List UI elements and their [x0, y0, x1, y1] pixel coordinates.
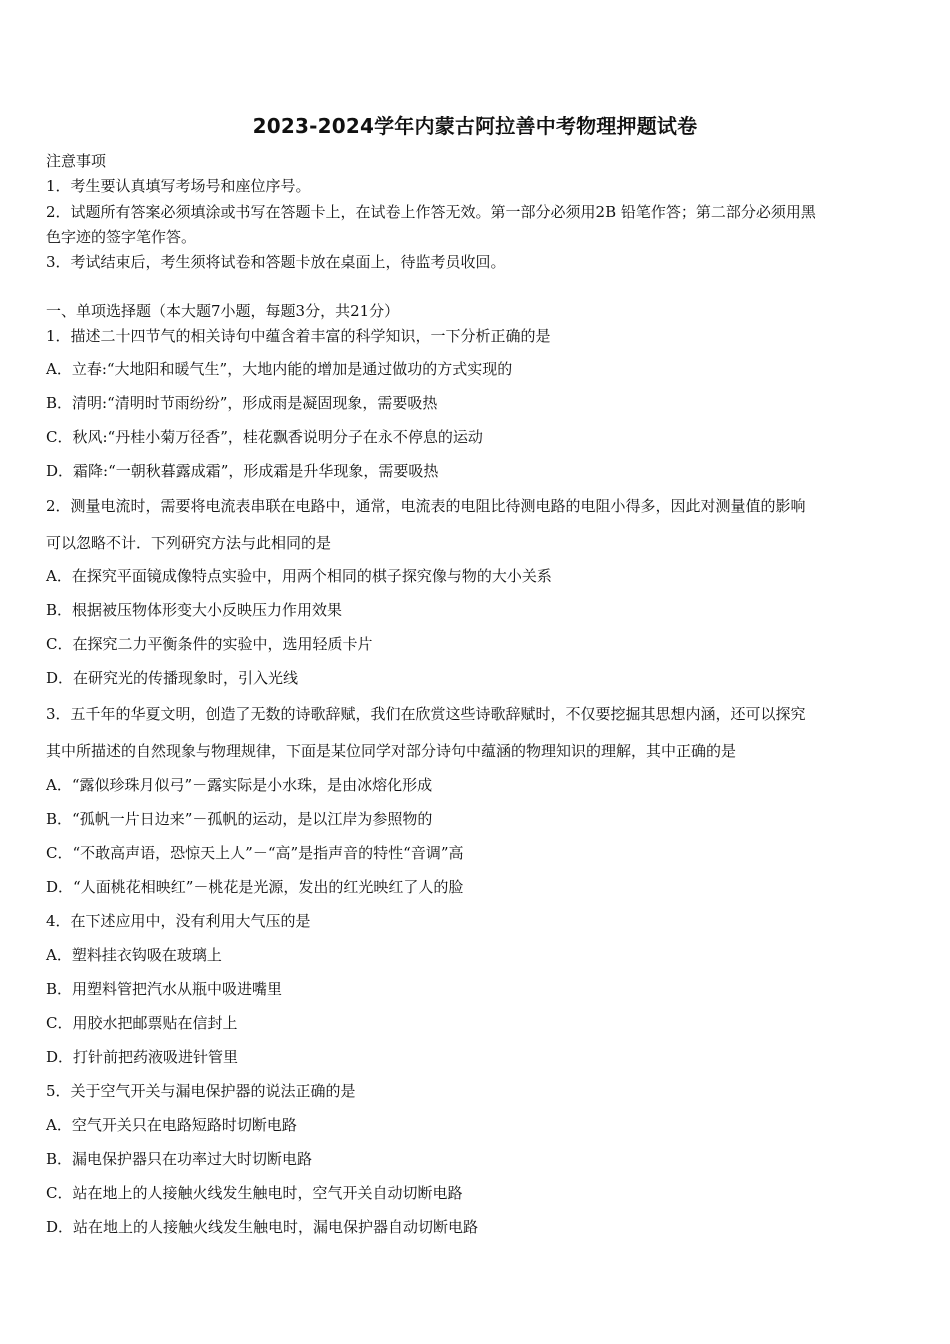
question-5-option-b: B．漏电保护器只在功率过大时切断电路	[46, 1150, 313, 1168]
question-3-option-d: D．“人面桃花相映红”－桃花是光源，发出的红光映红了人的脸	[46, 878, 464, 896]
question-2-stem: 2．测量电流时，需要将电流表串联在电路中，通常，电流表的电阻比待测电路的电阻小得多，因此对测量值的影响	[46, 497, 806, 515]
question-3-stem-continued: 其中所描述的自然现象与物理规律，下面是某位同学对部分诗句中蕴涵的物理知识的理解，其中正确的是	[46, 742, 737, 760]
question-1-stem: 1．描述二十四节气的相关诗句中蕴含着丰富的科学知识，一下分析正确的是	[46, 327, 551, 345]
question-3-option-a: A．“露似珍珠月似弓”－露实际是小水珠，是由冰熔化形成	[46, 776, 433, 794]
notice-item: 1．考生要认真填写考场号和座位序号。	[46, 177, 311, 195]
question-2-option-c: C．在探究二力平衡条件的实验中，选用轻质卡片	[46, 635, 373, 653]
question-3-stem: 3．五千年的华夏文明，创造了无数的诗歌辞赋，我们在欣赏这些诗歌辞赋时，不仅要挖掘其思想内涵，还可以探究	[46, 705, 806, 723]
exam-title: 2023-2024学年内蒙古阿拉善中考物理押题试卷	[252, 114, 698, 138]
question-4-option-d: D．打针前把药液吸进针管里	[46, 1048, 239, 1066]
question-4-option-b: B．用塑料管把汽水从瓶中吸进嘴里	[46, 980, 283, 998]
question-1-option-a: A．立春:“大地阳和暖气生”，大地内能的增加是通过做功的方式实现的	[46, 360, 513, 378]
question-1-option-b: B．清明:“清明时节雨纷纷”，形成雨是凝固现象，需要吸热	[46, 394, 438, 412]
notice-item: 2．试题所有答案必须填涂或书写在答题卡上，在试卷上作答无效。第一部分必须用2B 铅笔作答；第二部分必须用黑	[46, 203, 816, 221]
question-5-stem: 5．关于空气开关与漏电保护器的说法正确的是	[46, 1082, 356, 1100]
notice-item: 3．考试结束后，考生须将试卷和答题卡放在桌面上，待监考员收回。	[46, 253, 506, 271]
notice-heading: 注意事项	[46, 152, 107, 170]
question-2-stem-continued: 可以忽略不计．下列研究方法与此相同的是	[46, 534, 332, 552]
question-3-option-c: C．“不敢高声语，恐惊天上人”－“高”是指声音的特性“音调”高	[46, 844, 464, 862]
question-1-option-d: D．霜降:“一朝秋暮露成霜”，形成霜是升华现象，需要吸热	[46, 462, 439, 480]
question-4-option-a: A．塑料挂衣钩吸在玻璃上	[46, 946, 222, 964]
question-2-option-d: D．在研究光的传播现象时，引入光线	[46, 669, 299, 687]
question-4-option-c: C．用胶水把邮票贴在信封上	[46, 1014, 238, 1032]
section-heading: 一、单项选择题（本大题7小题，每题3分，共21分）	[46, 302, 400, 320]
notice-item-continued: 色字迹的签字笔作答。	[46, 228, 197, 246]
question-4-stem: 4．在下述应用中，没有利用大气压的是	[46, 912, 311, 930]
question-2-option-b: B．根据被压物体形变大小反映压力作用效果	[46, 601, 343, 619]
question-3-option-b: B．“孤帆一片日边来”－孤帆的运动，是以江岸为参照物的	[46, 810, 433, 828]
question-5-option-a: A．空气开关只在电路短路时切断电路	[46, 1116, 297, 1134]
question-2-option-a: A．在探究平面镜成像特点实验中，用两个相同的棋子探究像与物的大小关系	[46, 567, 552, 585]
question-5-option-d: D．站在地上的人接触火线发生触电时，漏电保护器自动切断电路	[46, 1218, 479, 1236]
question-1-option-c: C．秋风:“丹桂小菊万径香”，桂花飘香说明分子在永不停息的运动	[46, 428, 483, 446]
question-5-option-c: C．站在地上的人接触火线发生触电时，空气开关自动切断电路	[46, 1184, 463, 1202]
